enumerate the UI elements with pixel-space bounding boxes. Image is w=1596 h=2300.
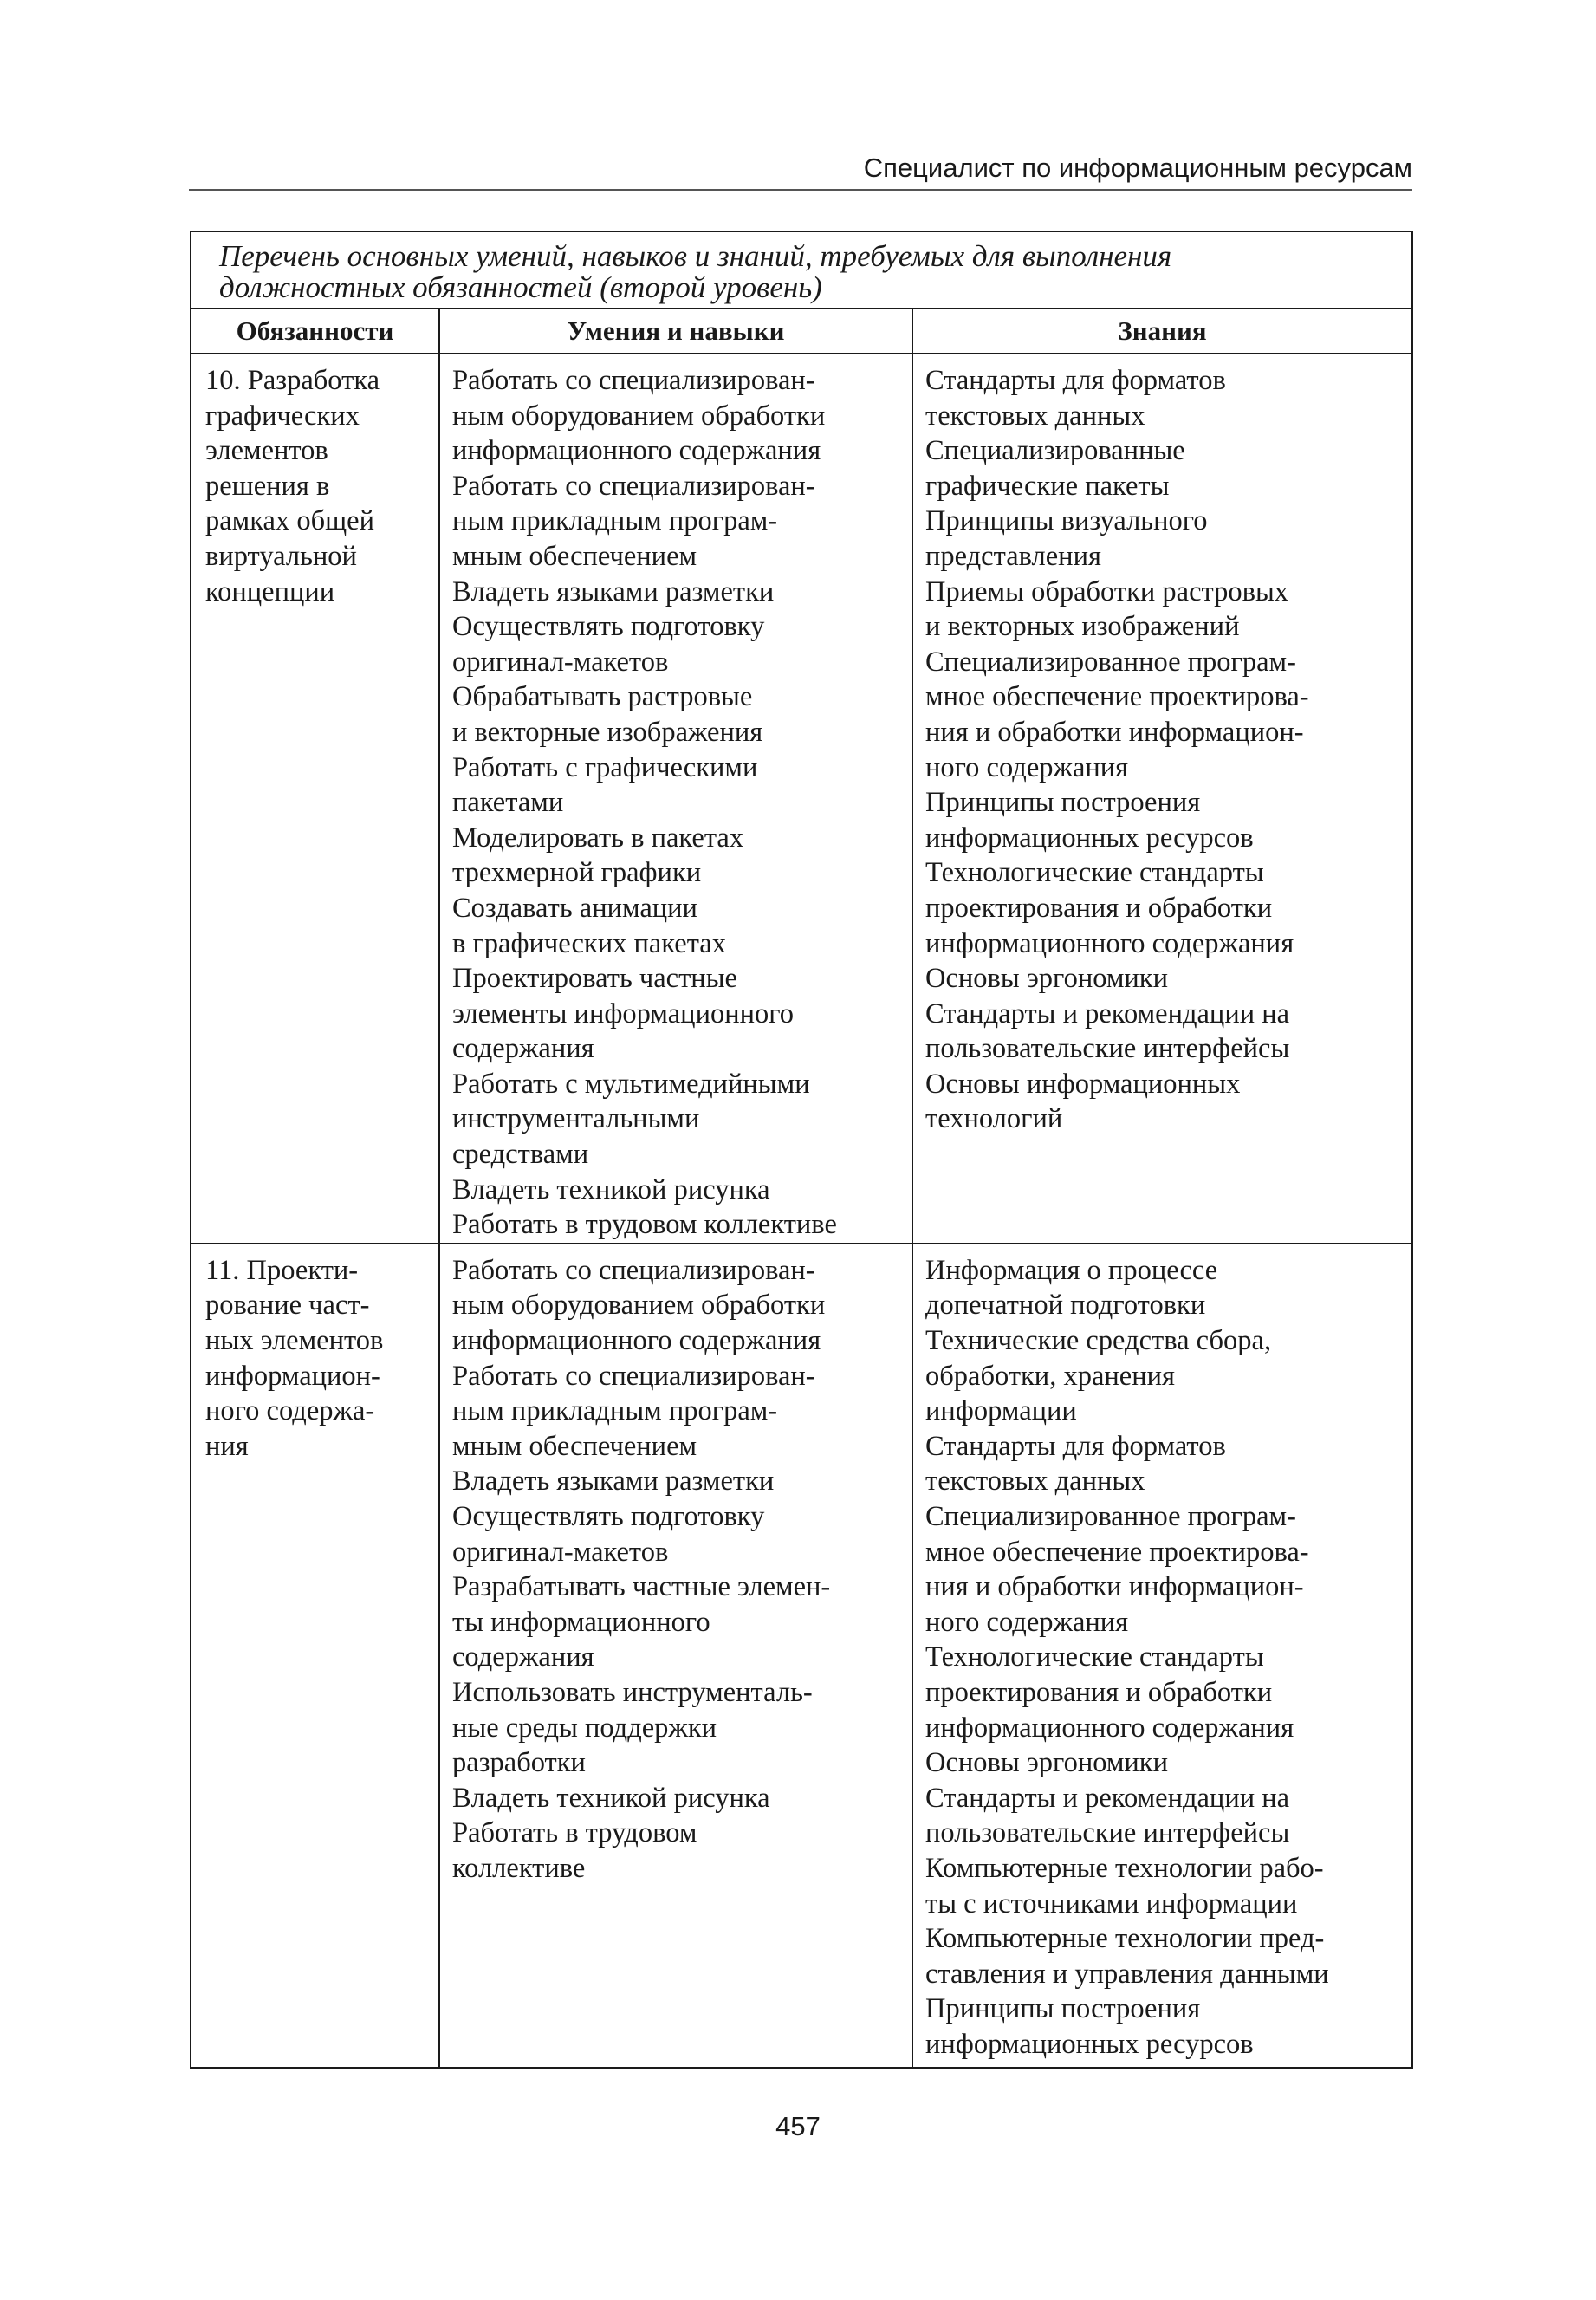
duty-line: ного содержа- — [205, 1395, 375, 1427]
knowledge-line: Компьютерные технологии рабо- — [925, 1852, 1324, 1884]
skills-line: содержания — [452, 1641, 594, 1673]
knowledge-line: Стандарты для форматов — [925, 365, 1226, 396]
caption-line: Перечень основных умений, навыков и знаний, требуемых для выполнения — [219, 239, 1172, 273]
knowledge-line: Основы эргономики — [925, 963, 1168, 995]
duty-line: концепции — [205, 575, 335, 607]
skills-line: и векторные изображения — [452, 716, 763, 748]
running-header: Специалист по информационным ресурсам — [863, 153, 1412, 183]
header-rule — [189, 189, 1412, 191]
skills-line: Владеть техникой рисунка — [452, 1782, 770, 1814]
duty-line: ния — [205, 1430, 249, 1462]
knowledge-line: ставления и управления данными — [925, 1958, 1329, 1990]
knowledge-line: Основы информационных — [925, 1068, 1241, 1100]
skills-line: средствами — [452, 1139, 589, 1171]
knowledge-line: Компьютерные технологии пред- — [925, 1923, 1325, 1955]
knowledge-line: Принципы построения — [925, 787, 1201, 819]
knowledge-line: Приемы обработки растровых — [925, 575, 1289, 607]
knowledge-line: Стандарты и рекомендации на — [925, 997, 1290, 1030]
knowledge-line: ного содержания — [925, 1606, 1129, 1638]
skills-line: коллективе — [452, 1852, 586, 1884]
knowledge-line: Технологические стандарты — [925, 1641, 1264, 1673]
skills-line: инструментальными — [452, 1103, 700, 1135]
header-row — [191, 309, 1412, 354]
skills-line: содержания — [452, 1033, 594, 1065]
table-row — [191, 1244, 1412, 2068]
skills-line: Создавать анимации — [452, 892, 697, 924]
knowledge-line: представления — [925, 540, 1101, 572]
knowledge-line: Специализированное програм- — [925, 646, 1296, 678]
page-number: 457 — [775, 2111, 821, 2141]
knowledge-line: информационных ресурсов — [925, 822, 1254, 854]
skills-line: трехмерной графики — [452, 857, 702, 889]
caption-row — [191, 231, 1412, 309]
skills-line: ным оборудованием обработки — [452, 400, 826, 432]
duty-cell — [191, 354, 439, 1244]
skills-line: мным обеспечением — [452, 540, 697, 572]
knowledge-line: мное обеспечение проектирова- — [925, 1536, 1309, 1568]
knowledge-line: текстовых данных — [925, 400, 1145, 432]
knowledge-line: Технологические стандарты — [925, 857, 1264, 889]
skills-line: ным оборудованием обработки — [452, 1290, 826, 1322]
skills-line: Работать со специализирован- — [452, 470, 815, 502]
skills-line: Владеть языками разметки — [452, 575, 775, 607]
knowledge-line: ты с источниками информации — [925, 1887, 1298, 1920]
skills-line: Работать со специализирован- — [452, 1360, 815, 1392]
skills-line: элементы информационного — [452, 997, 795, 1030]
skills-line: Обрабатывать растровые — [452, 681, 753, 713]
skills-line: Работать с мультимедийными — [452, 1068, 810, 1100]
knowledge-cell — [912, 354, 1412, 1244]
knowledge-line: мное обеспечение проектирова- — [925, 681, 1309, 713]
skills-line: мным обеспечением — [452, 1430, 697, 1462]
knowledge-line: Технические средства сбора, — [925, 1325, 1272, 1357]
column-header-skills: Умения и навыки — [439, 309, 912, 354]
competency-table — [190, 231, 1413, 2069]
skills-cell — [439, 354, 912, 1244]
duty-line: виртуальной — [205, 540, 357, 572]
knowledge-line: обработки, хранения — [925, 1360, 1175, 1392]
duty-line: ных элементов — [205, 1325, 384, 1357]
skills-line: Работать в трудовом — [452, 1817, 697, 1849]
skills-line: ные среды поддержки — [452, 1712, 717, 1744]
skills-cell — [439, 1244, 912, 2068]
knowledge-line: Информация о процессе — [925, 1254, 1218, 1286]
table-row — [191, 354, 1412, 1244]
knowledge-line: Стандарты и рекомендации на — [925, 1782, 1290, 1814]
knowledge-line: информационных ресурсов — [925, 2028, 1254, 2060]
knowledge-line: информации — [925, 1395, 1077, 1427]
column-header-knowledge: Знания — [912, 309, 1412, 354]
knowledge-line: Основы эргономики — [925, 1747, 1168, 1779]
duty-line: элементов — [205, 435, 328, 467]
knowledge-line: допечатной подготовки — [925, 1290, 1206, 1322]
knowledge-line: Специализированные — [925, 435, 1185, 467]
skills-line: Разрабатывать частные элемен- — [452, 1571, 831, 1603]
skills-line: разработки — [452, 1747, 586, 1779]
skills-line: Владеть языками разметки — [452, 1465, 775, 1498]
knowledge-line: графические пакеты — [925, 470, 1170, 502]
knowledge-line: пользовательские интерфейсы — [925, 1033, 1290, 1065]
skills-line: Использовать инструменталь- — [452, 1676, 813, 1708]
skills-line: информационного содержания — [452, 435, 821, 467]
knowledge-line: информационного содержания — [925, 1712, 1294, 1744]
skills-line: ным прикладным програм- — [452, 1395, 778, 1427]
duty-line: информацион- — [205, 1360, 380, 1392]
skills-line: Моделировать в пакетах — [452, 822, 744, 854]
duty-line: графических — [205, 400, 360, 432]
knowledge-line: ного содержания — [925, 751, 1129, 783]
duty-line: решения в — [205, 470, 330, 502]
skills-line: Работать с графическими — [452, 751, 758, 783]
knowledge-line: и векторных изображений — [925, 611, 1240, 643]
duty-line: рамках общей — [205, 505, 374, 537]
knowledge-line: технологий — [925, 1103, 1063, 1135]
knowledge-line: проектирования и обработки — [925, 892, 1273, 924]
skills-line: Работать со специализирован- — [452, 1254, 815, 1286]
skills-line: в графических пакетах — [452, 927, 726, 959]
duty-line: 11. Проекти- — [205, 1254, 359, 1286]
caption-line: должностных обязанностей (второй уровень) — [219, 270, 822, 304]
duty-cell — [191, 1244, 439, 2068]
skills-line: Работать со специализирован- — [452, 365, 815, 396]
knowledge-line: ния и обработки информацион- — [925, 1571, 1304, 1603]
skills-line: оригинал-макетов — [452, 1536, 669, 1568]
knowledge-line: текстовых данных — [925, 1465, 1145, 1498]
skills-line: Владеть техникой рисунка — [452, 1173, 770, 1205]
skills-line: Осуществлять подготовку — [452, 1501, 765, 1532]
knowledge-line: пользовательские интерфейсы — [925, 1817, 1290, 1849]
duty-line: 10. Разработка — [205, 365, 380, 396]
knowledge-line: проектирования и обработки — [925, 1676, 1273, 1708]
knowledge-cell — [912, 1244, 1412, 2068]
skills-line: оригинал-макетов — [452, 646, 669, 678]
skills-line: ты информационного — [452, 1606, 710, 1638]
knowledge-line: Стандарты для форматов — [925, 1430, 1226, 1462]
column-header-duties: Обязанности — [191, 309, 439, 354]
knowledge-line: Принципы визуального — [925, 505, 1208, 537]
knowledge-line: ния и обработки информацион- — [925, 716, 1304, 748]
knowledge-line: информационного содержания — [925, 927, 1294, 959]
skills-line: ным прикладным програм- — [452, 505, 778, 537]
skills-line: Работать в трудовом коллективе — [452, 1209, 837, 1241]
skills-line: Проектировать частные — [452, 963, 737, 995]
knowledge-line: Специализированное програм- — [925, 1501, 1296, 1532]
skills-line: информационного содержания — [452, 1325, 821, 1357]
skills-line: пакетами — [452, 787, 564, 819]
knowledge-line: Принципы построения — [925, 1993, 1201, 2025]
duty-line: рование част- — [205, 1290, 370, 1322]
skills-line: Осуществлять подготовку — [452, 611, 765, 643]
table-caption — [191, 231, 1412, 309]
